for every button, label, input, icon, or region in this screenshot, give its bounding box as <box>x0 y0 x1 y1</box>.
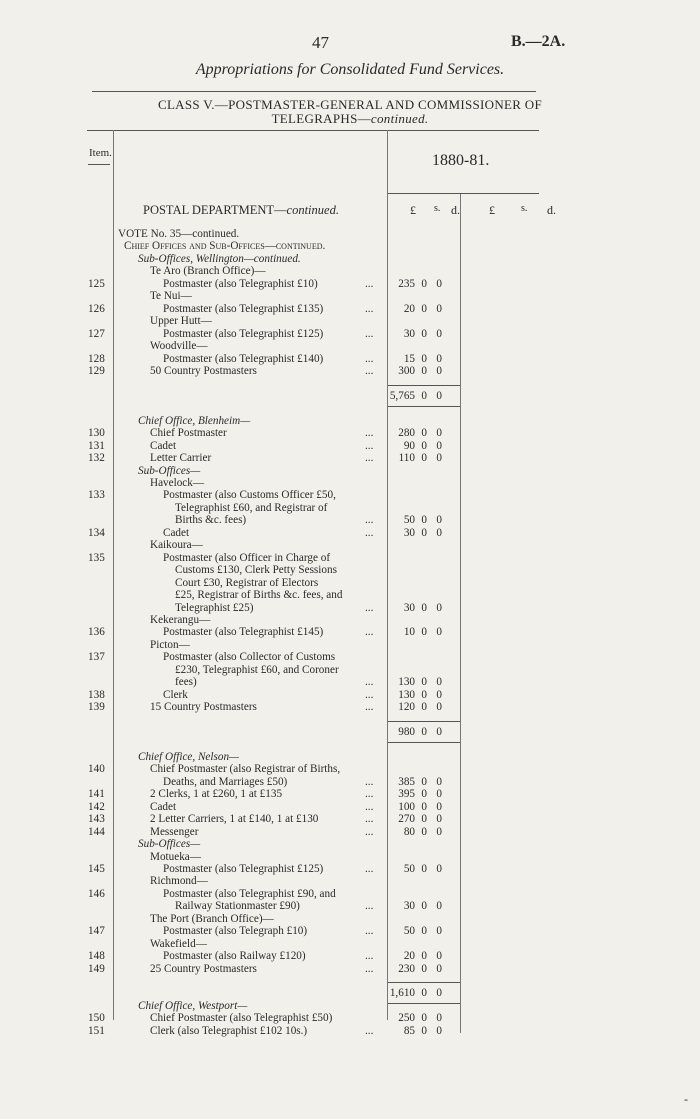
item-description: Te Nui— <box>150 290 192 303</box>
department-heading <box>143 203 339 218</box>
item-description: £230, Telegraphist £60, and Coroner <box>175 663 339 676</box>
item-description: Court £30, Registrar of Electors <box>175 576 319 589</box>
table-row <box>0 402 700 414</box>
item-description: Cadet <box>150 439 177 452</box>
item-description: Upper Hutt— <box>150 315 212 328</box>
item-description: Postmaster (also Telegraphist £90, and <box>163 887 336 900</box>
item-number: 142 <box>88 800 105 813</box>
item-number: 147 <box>88 925 105 938</box>
pence-header: d. <box>451 203 460 217</box>
item-number: 130 <box>88 427 105 440</box>
table-row <box>0 539 700 551</box>
amount-shillings: 0 <box>421 775 427 788</box>
leader-dots: ... <box>365 950 374 963</box>
table-row <box>0 552 700 564</box>
item-description: VOTE No. 35—continued. <box>118 228 240 240</box>
item-number: 129 <box>88 364 105 377</box>
department-heading-continued: continued. <box>286 203 339 217</box>
amount-pounds: 85 <box>403 1024 415 1037</box>
subtotal-row <box>0 726 700 738</box>
item-number: 141 <box>88 788 105 801</box>
amount-shillings: 0 <box>421 862 427 875</box>
leader-dots: ... <box>365 775 374 788</box>
page-title: Appropriations for Consolidated Fund Services. <box>195 61 505 78</box>
amount-shillings: 0 <box>421 302 427 315</box>
item-description: Chief Offices and Sub-Offices—continued. <box>124 240 326 253</box>
table-row <box>0 465 700 477</box>
amount-shillings: 0 <box>421 688 427 701</box>
amount-shillings: 0 <box>421 900 427 913</box>
page-mark: - <box>684 1092 688 1106</box>
amount-shillings: 0 <box>421 813 427 826</box>
amount-pence: 0 <box>436 862 442 875</box>
table-row <box>0 440 700 452</box>
amount-pence: 0 <box>436 987 442 1000</box>
pence-header-2: d. <box>547 203 556 217</box>
year-header-rule <box>388 193 539 194</box>
amount-pence: 0 <box>436 676 442 689</box>
table-row <box>0 365 700 377</box>
amount-pounds: 280 <box>398 427 415 440</box>
item-description: Chief Office, Blenheim— <box>138 414 251 427</box>
item-number: 131 <box>88 439 105 452</box>
item-description: Railway Stationmaster £90) <box>175 900 300 913</box>
item-description: Postmaster (also Officer in Charge of <box>163 551 331 564</box>
table-row <box>0 477 700 489</box>
amount-pence: 0 <box>436 452 442 465</box>
amount-shillings: 0 <box>421 626 427 639</box>
amount-pounds: 10 <box>403 626 415 639</box>
shillings-header-2: s. <box>521 203 528 214</box>
leader-dots: ... <box>365 900 374 913</box>
amount-shillings: 0 <box>421 327 427 340</box>
item-description: Deaths, and Marriages £50) <box>163 775 288 788</box>
item-description: 15 Country Postmasters <box>150 701 257 714</box>
amount-shillings: 0 <box>421 726 427 738</box>
amount-pence: 0 <box>436 302 442 315</box>
table-row <box>0 888 700 900</box>
table-row <box>0 975 700 987</box>
amount-pence: 0 <box>436 514 442 527</box>
table-row <box>0 826 700 838</box>
table-row <box>0 415 700 427</box>
leader-dots: ... <box>365 626 374 639</box>
table-row <box>0 427 700 439</box>
item-number: 135 <box>88 551 105 564</box>
table-row <box>0 925 700 937</box>
leader-dots: ... <box>365 676 374 689</box>
item-description: Postmaster (also Telegraphist £125) <box>163 862 324 875</box>
amount-pence: 0 <box>436 925 442 938</box>
item-description: Sub-Offices— <box>138 838 201 851</box>
leader-dots: ... <box>365 925 374 938</box>
leader-dots: ... <box>365 364 374 377</box>
item-number: 149 <box>88 962 105 975</box>
item-description: The Port (Branch Office)— <box>150 912 274 925</box>
leader-dots: ... <box>365 688 374 701</box>
amount-shillings: 0 <box>421 389 427 402</box>
title-rule <box>92 91 536 92</box>
amount-pounds: 90 <box>403 439 415 452</box>
table-row <box>0 913 700 925</box>
amount-shillings: 0 <box>421 452 427 465</box>
leader-dots: ... <box>365 1024 374 1037</box>
table-row <box>0 863 700 875</box>
item-description: Postmaster (also Customs Officer £50, <box>163 489 336 502</box>
amount-pence: 0 <box>436 626 442 639</box>
item-description: Postmaster (also Collector of Customs <box>163 651 336 664</box>
amount-pounds: 235 <box>398 277 415 290</box>
class-heading-line2-main: TELEGRAPHS— <box>271 111 371 126</box>
amount-pence: 0 <box>436 726 442 738</box>
amount-pounds: 980 <box>398 726 415 738</box>
amount-shillings: 0 <box>421 788 427 801</box>
pounds-header: £ <box>410 203 416 217</box>
amount-pence: 0 <box>436 1012 442 1025</box>
table-row <box>0 651 700 663</box>
table-row <box>0 265 700 277</box>
leader-dots: ... <box>365 825 374 838</box>
item-description: Motueka— <box>150 850 201 863</box>
leader-dots: ... <box>365 788 374 801</box>
table-row <box>0 813 700 825</box>
table-row <box>0 577 700 589</box>
table-row <box>0 851 700 863</box>
table-row <box>0 776 700 788</box>
item-number: 143 <box>88 813 105 826</box>
table-top-rule <box>87 130 539 131</box>
amount-pounds: 120 <box>398 701 415 714</box>
table-row <box>0 1012 700 1024</box>
amount-shillings: 0 <box>421 352 427 365</box>
table-row <box>0 564 700 576</box>
amount-shillings: 0 <box>421 439 427 452</box>
leader-dots: ... <box>365 452 374 465</box>
item-description: Havelock— <box>150 477 205 489</box>
table-row <box>0 963 700 975</box>
item-description: 25 Country Postmasters <box>150 962 257 975</box>
amount-pounds: 270 <box>398 813 415 826</box>
leader-dots: ... <box>365 427 374 440</box>
amount-shillings: 0 <box>421 277 427 290</box>
item-description: Chief Postmaster (also Registrar of Births, <box>150 763 341 776</box>
amount-pence: 0 <box>436 427 442 440</box>
amount-shillings: 0 <box>421 987 427 1000</box>
table-row <box>0 689 700 701</box>
amount-pounds: 5,765 <box>389 389 415 402</box>
table-row <box>0 290 700 302</box>
table-row <box>0 377 700 389</box>
amount-pence: 0 <box>436 439 442 452</box>
item-description: Telegraphist £25) <box>175 601 254 614</box>
amount-pounds: 50 <box>403 514 415 527</box>
table-row <box>0 340 700 352</box>
amount-pence: 0 <box>436 1024 442 1037</box>
item-number: 128 <box>88 352 105 365</box>
table-row <box>0 701 700 713</box>
item-number: 150 <box>88 1012 105 1025</box>
amount-shillings: 0 <box>421 601 427 614</box>
amount-pounds: 20 <box>403 302 415 315</box>
table-row <box>0 303 700 315</box>
item-description: Sub-Offices— <box>138 464 201 477</box>
table-row <box>0 950 700 962</box>
amount-pounds: 50 <box>403 925 415 938</box>
amount-pounds: 30 <box>403 601 415 614</box>
table-row <box>0 614 700 626</box>
item-description: Letter Carrier <box>150 452 212 465</box>
table-row <box>0 315 700 327</box>
item-description: Sub-Offices, Wellington—continued. <box>138 252 301 265</box>
document-reference: B.—2A. <box>511 33 566 50</box>
page-number: 47 <box>312 33 329 52</box>
subtotal-rule-top <box>388 385 460 386</box>
item-description: Customs £130, Clerk Petty Sessions <box>175 564 337 577</box>
item-number: 134 <box>88 526 105 539</box>
table-row <box>0 353 700 365</box>
leader-dots: ... <box>365 277 374 290</box>
amount-pounds: 130 <box>398 688 415 701</box>
leader-dots: ... <box>365 862 374 875</box>
item-number: 146 <box>88 887 105 900</box>
amount-pounds: 30 <box>403 900 415 913</box>
amount-pence: 0 <box>436 601 442 614</box>
amount-pounds: 100 <box>398 800 415 813</box>
table-row <box>0 875 700 887</box>
amount-pence: 0 <box>436 688 442 701</box>
amount-shillings: 0 <box>421 962 427 975</box>
table-row <box>0 763 700 775</box>
item-description: Postmaster (also Railway £120) <box>163 950 306 963</box>
table-row <box>0 489 700 501</box>
leader-dots: ... <box>365 701 374 714</box>
table-row <box>0 838 700 850</box>
item-description: Te Aro (Branch Office)— <box>150 265 266 278</box>
class-heading-line2 <box>0 111 700 127</box>
amount-shillings: 0 <box>421 526 427 539</box>
amount-shillings: 0 <box>421 950 427 963</box>
amount-pounds: 300 <box>398 364 415 377</box>
shillings-header: s. <box>434 203 441 214</box>
item-description: Clerk <box>163 688 188 701</box>
leader-dots: ... <box>365 800 374 813</box>
subtotal-rule-top <box>388 721 460 722</box>
table-row <box>0 801 700 813</box>
item-description: Postmaster (also Telegraphist £135) <box>163 302 324 315</box>
pounds-header-2: £ <box>489 203 495 217</box>
table-row <box>0 514 700 526</box>
leader-dots: ... <box>365 352 374 365</box>
leader-dots: ... <box>365 601 374 614</box>
table-row <box>0 788 700 800</box>
item-number: 126 <box>88 302 105 315</box>
item-description: Wakefield— <box>150 937 207 950</box>
item-description: fees) <box>175 676 197 689</box>
department-heading-main: POSTAL DEPARTMENT— <box>143 203 287 217</box>
table-row <box>0 1025 700 1037</box>
table-row <box>0 253 700 265</box>
year-header: 1880-81. <box>432 152 490 169</box>
amount-shillings: 0 <box>421 514 427 527</box>
item-number: 127 <box>88 327 105 340</box>
table-row <box>0 589 700 601</box>
amount-pounds: 395 <box>398 788 415 801</box>
item-description: Telegraphist £60, and Registrar of <box>175 501 328 514</box>
item-description: 50 Country Postmasters <box>150 364 257 377</box>
leader-dots: ... <box>365 813 374 826</box>
amount-shillings: 0 <box>421 701 427 714</box>
item-description: Picton— <box>150 638 190 651</box>
item-description: Cadet <box>150 800 177 813</box>
class-heading-line2-continued: continued. <box>370 111 429 126</box>
amount-pence: 0 <box>436 327 442 340</box>
amount-pounds: 20 <box>403 950 415 963</box>
table-row <box>0 527 700 539</box>
item-description: Births &c. fees) <box>175 514 247 527</box>
leader-dots: ... <box>365 514 374 527</box>
item-number: 132 <box>88 452 105 465</box>
amount-pounds: 110 <box>398 452 415 465</box>
item-description: £25, Registrar of Births &c. fees, and <box>175 589 343 602</box>
table-row <box>0 278 700 290</box>
item-description: Chief Office, Nelson— <box>138 750 239 763</box>
amount-pounds: 15 <box>403 352 415 365</box>
amount-pence: 0 <box>436 788 442 801</box>
amount-pounds: 230 <box>398 962 415 975</box>
item-number: 137 <box>88 651 105 664</box>
amount-shillings: 0 <box>421 1012 427 1025</box>
amount-pounds: 50 <box>403 862 415 875</box>
item-description: Postmaster (also Telegraphist £145) <box>163 626 324 639</box>
table-row <box>0 240 700 252</box>
item-number: 136 <box>88 626 105 639</box>
table-row <box>0 714 700 726</box>
table-row <box>0 676 700 688</box>
item-description: Cadet <box>163 526 190 539</box>
leader-dots: ... <box>365 327 374 340</box>
table-row <box>0 1000 700 1012</box>
item-number: 145 <box>88 862 105 875</box>
amount-pence: 0 <box>436 277 442 290</box>
item-number: 138 <box>88 688 105 701</box>
amount-pounds: 30 <box>403 526 415 539</box>
table-row <box>0 938 700 950</box>
item-description: 2 Letter Carriers, 1 at £140, 1 at £130 <box>150 813 319 826</box>
item-number: 144 <box>88 825 105 838</box>
amount-pounds: 80 <box>403 825 415 838</box>
amount-pence: 0 <box>436 800 442 813</box>
item-description: Kekerangu— <box>150 613 211 626</box>
leader-dots: ... <box>365 439 374 452</box>
table-row <box>0 328 700 340</box>
table-row <box>0 602 700 614</box>
item-description: Postmaster (also Telegraphist £140) <box>163 352 324 365</box>
table-row <box>0 228 700 240</box>
amount-pounds: 1,610 <box>389 987 415 1000</box>
item-description: Richmond— <box>150 875 208 888</box>
amount-pence: 0 <box>436 950 442 963</box>
item-description: 2 Clerks, 1 at £260, 1 at £135 <box>150 788 283 801</box>
item-description: Woodville— <box>150 340 208 353</box>
item-number: 148 <box>88 950 105 963</box>
item-column-header: Item. <box>89 147 112 159</box>
item-description: Postmaster (also Telegraphist £125) <box>163 327 324 340</box>
amount-pence: 0 <box>436 775 442 788</box>
amount-pence: 0 <box>436 825 442 838</box>
item-number: 140 <box>88 763 105 776</box>
table-row <box>0 502 700 514</box>
item-description: Postmaster (also Telegraph £10) <box>163 925 308 938</box>
amount-pence: 0 <box>436 900 442 913</box>
item-number: 125 <box>88 277 105 290</box>
item-header-dash <box>88 164 110 165</box>
amount-pence: 0 <box>436 526 442 539</box>
table-row <box>0 738 700 750</box>
leader-dots: ... <box>365 962 374 975</box>
subtotal-row <box>0 390 700 402</box>
amount-shillings: 0 <box>421 676 427 689</box>
amount-pounds: 385 <box>398 775 415 788</box>
item-description: Kaikoura— <box>150 539 203 552</box>
subtotal-row <box>0 987 700 999</box>
item-description: Chief Office, Westport— <box>138 999 248 1012</box>
table-row <box>0 900 700 912</box>
amount-pounds: 30 <box>403 327 415 340</box>
item-number: 151 <box>88 1024 105 1037</box>
table-row <box>0 626 700 638</box>
item-number: 133 <box>88 489 105 502</box>
item-description: Postmaster (also Telegraphist £10) <box>163 277 318 290</box>
amount-pence: 0 <box>436 352 442 365</box>
amount-pence: 0 <box>436 364 442 377</box>
item-number: 139 <box>88 701 105 714</box>
amount-shillings: 0 <box>421 364 427 377</box>
item-description: Chief Postmaster <box>150 427 227 440</box>
amount-pence: 0 <box>436 389 442 402</box>
amount-pence: 0 <box>436 962 442 975</box>
class-heading-line1: CLASS V.—POSTMASTER-GENERAL AND COMMISSIONER OF <box>157 97 543 112</box>
amount-shillings: 0 <box>421 1024 427 1037</box>
amount-pence: 0 <box>436 813 442 826</box>
amount-shillings: 0 <box>421 925 427 938</box>
table-row <box>0 452 700 464</box>
leader-dots: ... <box>365 526 374 539</box>
amount-pounds: 250 <box>398 1012 415 1025</box>
leader-dots: ... <box>365 302 374 315</box>
subtotal-rule-top <box>388 982 460 983</box>
amount-pounds: 130 <box>398 676 415 689</box>
item-description: Clerk (also Telegraphist £102 10s.) <box>150 1024 308 1037</box>
amount-shillings: 0 <box>421 825 427 838</box>
item-description: Chief Postmaster (also Telegraphist £50) <box>150 1012 333 1025</box>
amount-shillings: 0 <box>421 427 427 440</box>
amount-shillings: 0 <box>421 800 427 813</box>
table-row <box>0 639 700 651</box>
item-description: Messenger <box>150 825 199 838</box>
table-row <box>0 751 700 763</box>
table-row <box>0 664 700 676</box>
amount-pence: 0 <box>436 701 442 714</box>
